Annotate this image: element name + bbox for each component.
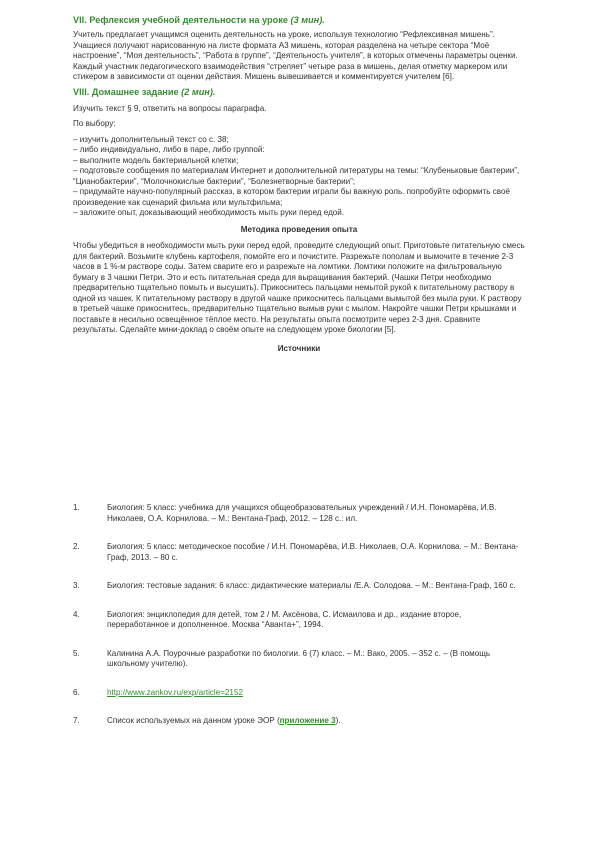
source-item xyxy=(73,716,525,727)
homework-item: – заложите опыт, доказывающий необходимость мыть руки перед едой. xyxy=(73,208,345,217)
main-content xyxy=(73,14,525,354)
source-text: Биология: тестовые задания: 6 класс: дидактические материалы /Е.А. Солодова. – М.: Вентана-Граф, 160 с. xyxy=(107,581,516,590)
source-number: 5. xyxy=(73,648,80,658)
source-number: 3. xyxy=(73,581,80,590)
source-text: Биология: 5 класс: учебника для учащихся общеобразовательных учреждений / И.Н. Пономарёва, И.В. Николаев, О.А. Корнилова. – М.: Вентана-Граф, 2012. – 128 с.: ил. xyxy=(107,503,497,523)
source-item xyxy=(73,649,525,670)
homework-item: – либо индивидуально, либо в паре, либо группой: xyxy=(73,145,265,154)
section-7-title: VII. Рефлексия учебной деятельности на уроке xyxy=(73,15,291,25)
source-item xyxy=(73,688,525,699)
source-item xyxy=(73,542,525,563)
homework-item: – выполните модель бактериальной клетки; xyxy=(73,155,239,165)
source-number: 4. xyxy=(73,609,80,619)
source-item xyxy=(73,503,525,524)
section-7-heading xyxy=(73,14,525,26)
source-number: 1. xyxy=(73,503,80,512)
sources-title: Источники xyxy=(277,343,321,353)
section-7-text: Учитель предлагает учащимся оценить деятельность на уроке, используя технологию “Рефлексивная мишень”. Учащиеся получают нарисованную на листе формата А3 мишень, которая разделена на четыре сектора “Моё настроение”, “Моя деятельность”, “Работа в группе”, “Деятельность учителя”, в которых отмечены параметры оценки. Каждый участник педагогического взаимодействия “стреляет” четыре раза в мишень, делая отметку маркером или стикером в зависимости от оценки действия. Мишень вывешивается и комментируется учителем [6]. xyxy=(73,30,518,81)
section-7-time: (3 мин). xyxy=(290,15,325,25)
source-number: 2. xyxy=(73,542,80,551)
appendix-link[interactable]: приложение 3 xyxy=(279,716,336,725)
source-item xyxy=(73,610,525,631)
source-item xyxy=(73,581,525,592)
section-8-title: VIII. Домашнее задание xyxy=(73,86,182,97)
section-8-heading xyxy=(73,86,525,98)
homework-item: – изучить дополнительный текст со с. 38; xyxy=(73,134,229,144)
homework-list xyxy=(73,135,525,219)
sources-list xyxy=(73,503,525,727)
source-text: Калинина А.А. Поурочные разработки по биологии. 6 (7) класс. – М.: Вако, 2005. – 352 с. – (В помощь школьному учителю). xyxy=(107,648,491,668)
homework-item: – подготовьте сообщения по материалам Интернет и дополнительной литературы на темы: “Клубеньковые бактерии”, “Цианобактерии”, “Молочнокислые бактерии”, “Болезнетворные бактерии”; xyxy=(73,166,520,186)
source-text xyxy=(107,688,525,699)
source-text: Биология: энциклопедия для детей, том 2 / М. Аксёнова, С. Исмаилова и др., издание второе, переработанное и дополненное. Москва “Аванта+”, 1994. xyxy=(107,609,462,629)
homework-item: – придумайте научно-популярный рассказ, в котором бактерии играли бы важную роль. попробуйте оформить своё произведение как сценарий фильма или мультфильма; xyxy=(73,187,510,207)
source-7-end: ). xyxy=(335,716,341,725)
method-text: Чтобы убедиться в необходимости мыть руки перед едой, проведите следующий опыт. Приготовьте питательную смесь для бактерий. Возьмите клубень картофеля, помойте его и почистите. Разрежьте пополам и вымочите в течение 2-3 часов в 1 %-м растворе соды. Затем сварите его и разрежьте на ломтики. Ломтики положите на фильтровальную бумагу в 3 чашки Петри. Это и есть питательная среда для выращивания бактерий. (Чашки Петри необходимо предварительно тщательно помыть и высушить). Прикоснитесь пальцами немытой рукой к питательному раствору в одной из чашек. К питательному раствору в другой чашке прикоснитесь пальцами вымытой без мыла руки. К раствору в третьей чашке прикоснитесь, предварительно тщательно вымыв руки с мылом. Накройте чашки Петри крышками и поставьте в несильно освещённое тёплое место. На результаты опыта посмотрите через 2-3 дня. Сравните результаты. Сделайте мини-доклад о своём опыте на следующем уроке биологии [5]. xyxy=(73,241,525,334)
source-text xyxy=(107,716,525,727)
source-text: Биология: 5 класс: методическое пособие / И.Н. Пономарёва, И.В. Николаев, О.А. Корнилова. – М.: Вентана-Граф, 2013. – 80 с. xyxy=(107,542,519,562)
homework-task: Изучить текст § 9, ответить на вопросы параграфа. xyxy=(73,103,267,113)
source-link[interactable]: http://www.zankov.ru/exp/article=2152 xyxy=(107,687,243,697)
method-title: Методика проведения опыта xyxy=(240,224,358,234)
choice-label: По выбору: xyxy=(73,119,116,128)
source-number: 7. xyxy=(73,716,80,725)
source-number: 6. xyxy=(73,687,80,697)
section-8-time: (2 мин). xyxy=(181,86,216,97)
source-7-text: Список используемых на данном уроке ЭОР ( xyxy=(107,716,280,725)
